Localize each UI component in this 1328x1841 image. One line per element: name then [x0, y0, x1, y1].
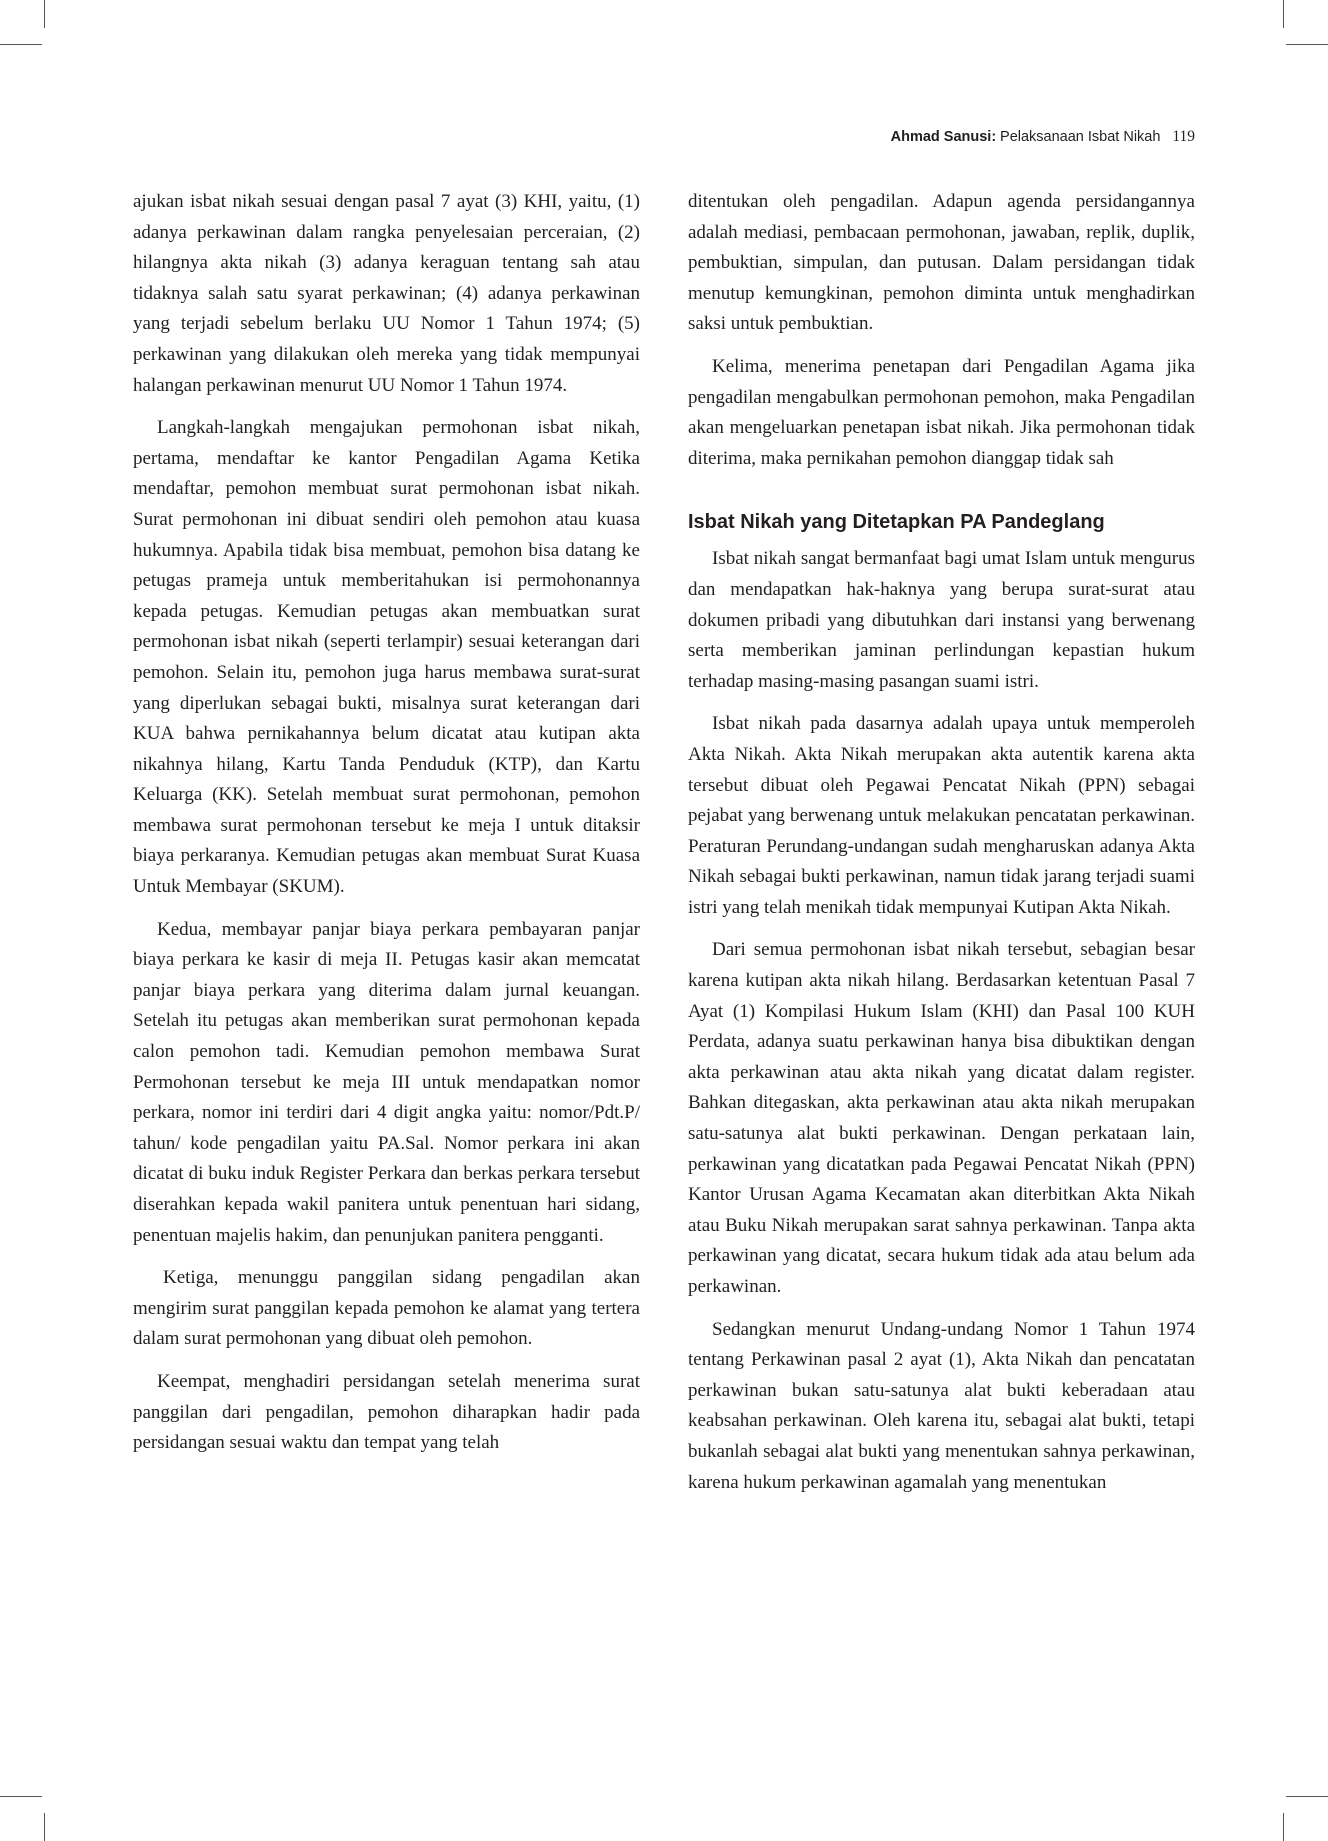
crop-mark — [1286, 1796, 1328, 1797]
paragraph: Ketiga, menunggu panggilan sidang pengadilan akan mengirim surat panggilan kepada pemohon ke alamat yang tertera dalam surat permohonan yang dibuat oleh pemohon. — [133, 1267, 640, 1350]
paragraph: Dari semua permohonan isbat nikah tersebut, sebagian besar karena kutipan akta nikah hilang. Berdasarkan ketentuan Pasal 7 Ayat (1) Kompilasi Hukum Islam (KHI) dan Pasal 100 KUH Perdata, adanya suatu perkawinan hanya bisa dibuktikan dengan akta perkawinan atau akta nikah yang dicatat dalam register. Bahkan ditegaskan, akta perkawinan atau akta nikah merupakan satu-satunya alat bukti perkawinan. Dengan perkataan lain, perkawinan yang dicatatkan pada Pegawai Pencatat Nikah (PPN) Kantor Urusan Agama Kecamatan akan diterbitkan Akta Nikah atau Buku Nikah merupakan sarat sahnya perkawinan. Tanpa akta perkawinan yang dicatat, secara hukum tidak ada atau belum ada perkawinan. — [688, 939, 1195, 1297]
paragraph: Langkah-langkah mengajukan permohonan isbat nikah, pertama, mendaftar ke kantor Pengadilan Agama Ketika mendaftar, pemohon membuat surat permohonan isbat nikah. Surat permohonan ini dibuat sendiri oleh pemohon atau kuasa hukumnya. Apabila tidak bisa membuat, pemohon bisa datang ke petugas prameja untuk memberitahukan isi permohonannya kepada petugas. Kemudian petugas akan membuatkan surat permohonan isbat nikah (seperti terlampir) sesuai keterangan dari pemohon. Selain itu, pemohon juga harus membawa surat-surat yang diperlukan sebagai bukti, misalnya surat keterangan dari KUA bahwa pernikahannya belum dicatat atau kutipan akta nikahnya hilang, Kartu Tanda Penduduk (KTP), dan Kartu Keluarga (KK). Setelah membuat surat permohonan, pemohon membawa surat permohonan tersebut ke meja I untuk ditaksir biaya perkaranya. Kemudian petugas akan membuat Surat Kuasa Untuk Membayar (SKUM). — [133, 417, 640, 898]
left-column — [133, 187, 640, 1471]
paragraph: Kedua, membayar panjar biaya perkara pembayaran panjar biaya perkara ke kasir di meja II. Petugas kasir akan memcatat panjar biaya perkara yang diterima dalam jurnal keuangan. Setelah itu petugas akan memberikan surat permohonan kepada calon pemohon tadi. Kemudian pemohon membawa Surat Permohonan tersebut ke meja III untuk mendapatkan nomor perkara, nomor ini terdiri dari 4 digit angka yaitu: nomor/Pdt.P/ tahun/ kode pengadilan yaitu PA.Sal. Nomor perkara ini akan dicatat di buku induk Register Perkara dan berkas perkara tersebut diserahkan kepada wakil panitera untuk penentuan hari sidang, penentuan majelis hakim, dan penunjukan panitera pengganti. — [133, 918, 640, 1246]
header-author: Ahmad Sanusi: — [890, 129, 997, 145]
right-column — [688, 187, 1195, 1510]
running-header — [891, 127, 1195, 147]
paragraph: ajukan isbat nikah sesuai dengan pasal 7 ayat (3) KHI, yaitu, (1) adanya perkawinan dalam rangka penyelesaian perceraian, (2) hilangnya akta nikah (3) adanya keraguan tentang sah atau tidaknya salah satu syarat perkawinan; (4) adanya perkawinan yang terjadi sebelum berlaku UU Nomor 1 Tahun 1974; (5) perkawinan yang dilakukan oleh mereka yang tidak mempunyai halangan perkawinan menurut UU Nomor 1 Tahun 1974. — [133, 191, 640, 396]
crop-mark — [44, 0, 45, 28]
section-heading: Isbat Nikah yang Ditetapkan PA Pandeglang — [688, 511, 1105, 534]
crop-mark — [44, 1813, 45, 1841]
header-title: Pelaksanaan Isbat Nikah — [1000, 129, 1161, 145]
paragraph: Kelima, menerima penetapan dari Pengadilan Agama jika pengadilan mengabulkan permohonan pemohon, maka Pengadilan akan mengeluarkan penetapan isbat nikah. Jika permohonan tidak diterima, maka pernikahan pemohon dianggap tidak sah — [688, 355, 1195, 469]
crop-mark — [1283, 0, 1284, 28]
paragraph: ditentukan oleh pengadilan. Adapun agenda persidangannya adalah mediasi, pembacaan permohonan, jawaban, replik, duplik, pembuktian, simpulan, dan putusan. Dalam persidangan tidak menutup kemungkinan, pemohon diminta untuk menghadirkan saksi untuk pembuktian. — [688, 191, 1195, 335]
crop-mark — [0, 44, 42, 45]
page-number: 119 — [1172, 128, 1195, 145]
crop-mark — [0, 1796, 42, 1797]
crop-mark — [1283, 1813, 1284, 1841]
paragraph: Isbat nikah sangat bermanfaat bagi umat Islam untuk mengurus dan mendapatkan hak-haknya yang berupa surat-surat atau dokumen pribadi yang dibutuhkan dari instansi yang berwenang serta memberikan jaminan perlindungan kepastian hukum terhadap masing-masing pasangan suami istri. — [688, 548, 1195, 692]
paragraph: Isbat nikah pada dasarnya adalah upaya untuk memperoleh Akta Nikah. Akta Nikah merupakan akta autentik karena akta tersebut dibuat oleh Pegawai Pencatat Nikah (PPN) sebagai pejabat yang berwenang untuk melakukan pencatatan perkawinan. Peraturan Perundang-undangan sudah mengharuskan adanya Akta Nikah sebagai bukti perkawinan, namun tidak jarang terjadi suami istri yang telah menikah tidak mempunyai Kutipan Akta Nikah. — [688, 713, 1195, 918]
paragraph: Sedangkan menurut Undang-undang Nomor 1 Tahun 1974 tentang Perkawinan pasal 2 ayat (1), Akta Nikah dan pencatatan perkawinan bukan satu-satunya alat bukti keberadaan atau keabsahan perkawinan. Oleh karena itu, sebagai alat bukti, tetapi bukanlah sebagai alat bukti yang menentukan sahnya perkawinan, karena hukum perkawinan agamalah yang menentukan — [688, 1318, 1195, 1493]
crop-mark — [1286, 44, 1328, 45]
paragraph: Keempat, menghadiri persidangan setelah menerima surat panggilan dari pengadilan, pemohon diharapkan hadir pada persidangan sesuai waktu dan tempat yang telah — [133, 1370, 640, 1454]
